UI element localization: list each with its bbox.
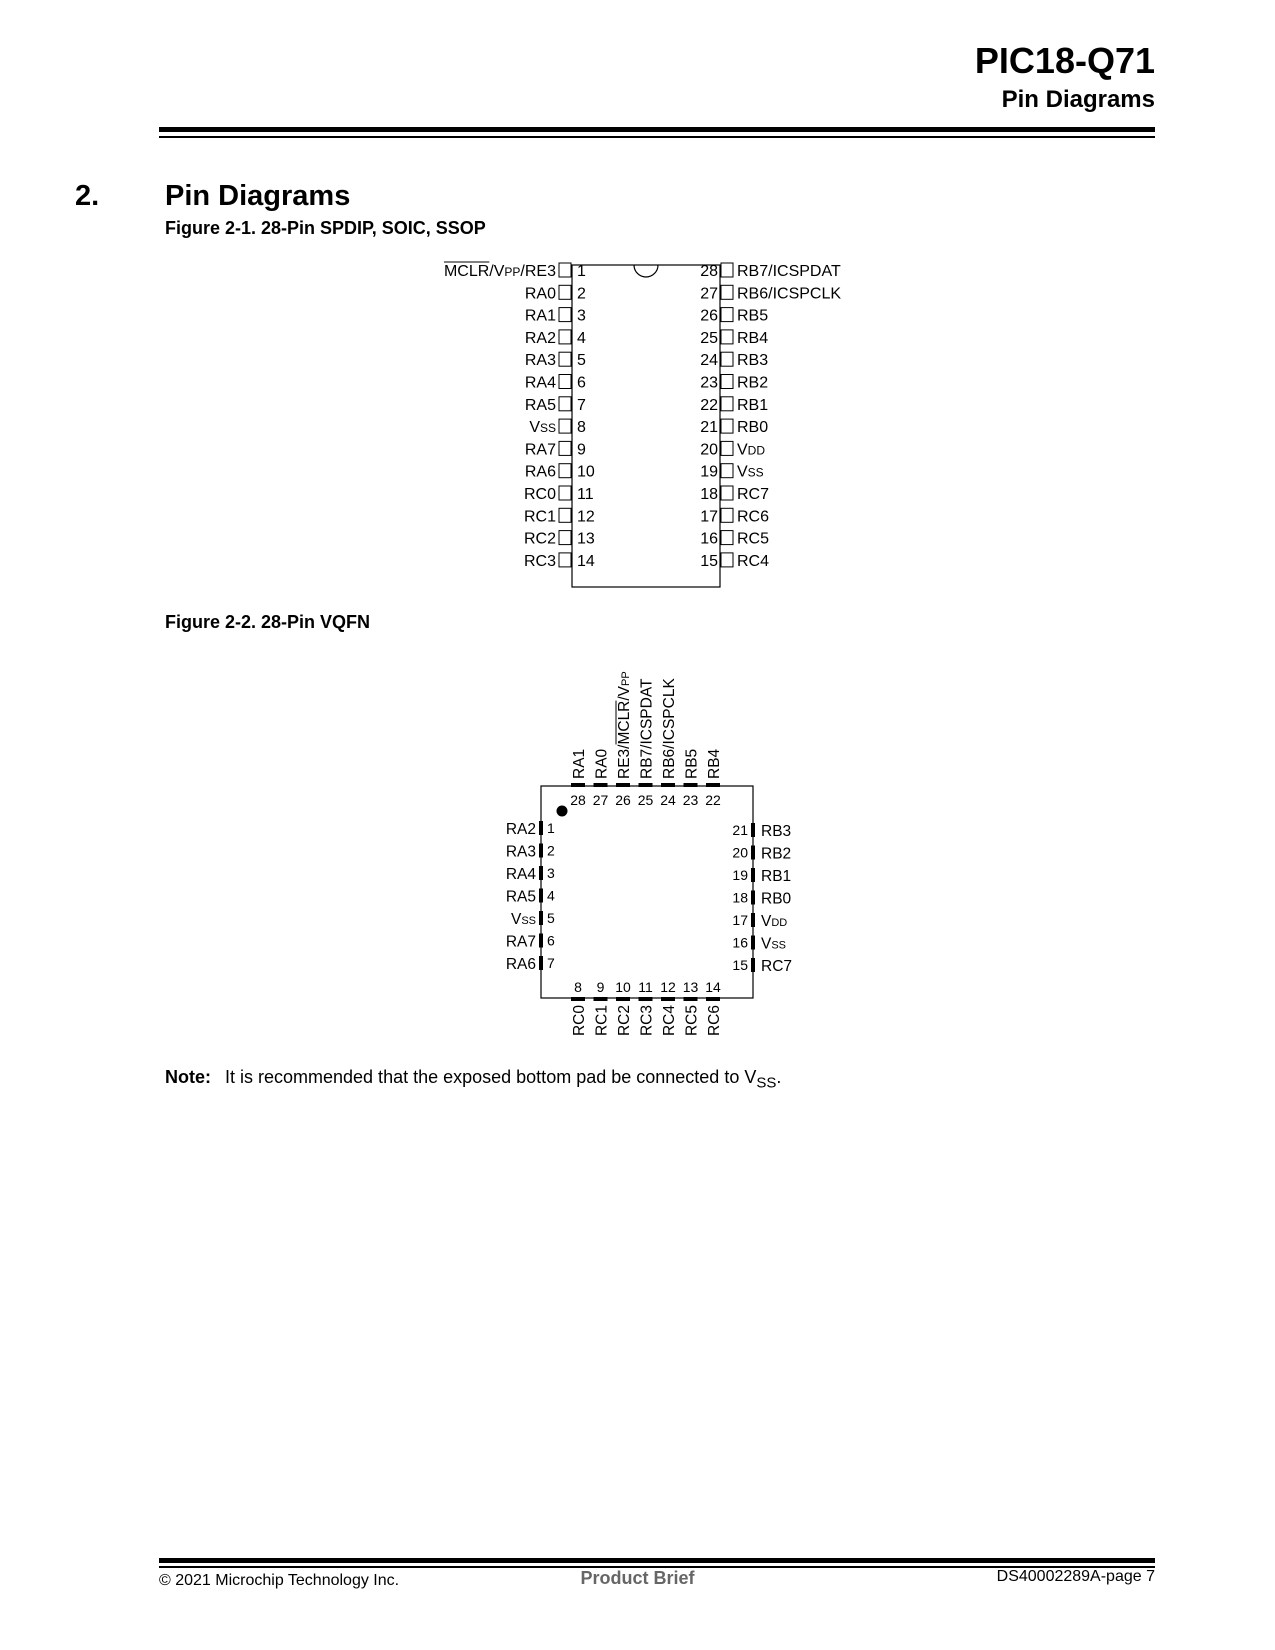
pin-number-11: 11 — [577, 486, 594, 503]
pin-label-mclr-vpp-re3: MCLR/VPP/RE3 — [443, 263, 556, 280]
pin-pad-28 — [721, 263, 733, 277]
pin-number-18: 18 — [700, 486, 718, 503]
pin-pad-24 — [661, 783, 675, 787]
footer-copyright: © 2021 Microchip Technology Inc. — [159, 1572, 400, 1589]
pin-number-9: 9 — [577, 441, 586, 459]
figure-1-caption: Figure 2-1. 28-Pin SPDIP, SOIC, SSOP — [165, 218, 486, 238]
pin-pad-16 — [751, 936, 755, 950]
pin-label-rc0: RC0 — [571, 1005, 588, 1037]
pin-number-22: 22 — [705, 792, 721, 808]
note — [165, 1067, 781, 1092]
pin-label-rb2: RB2 — [761, 845, 792, 863]
pin-pad-19 — [751, 868, 755, 882]
pin-number-14: 14 — [577, 552, 595, 570]
pin-label-rc0: RC0 — [523, 486, 556, 503]
pin-pad-11 — [559, 486, 571, 500]
pin-label-rb0: RB0 — [737, 419, 769, 437]
pin-pad-18 — [721, 486, 733, 500]
pin-pad-28 — [571, 783, 585, 787]
pin-pad-14 — [706, 997, 720, 1001]
pin-label-vdd: VDD — [737, 441, 766, 459]
pin-pad-4 — [559, 330, 571, 344]
pin-pad-9 — [559, 441, 571, 455]
pin-pad-5 — [539, 911, 543, 925]
pin-number-28: 28 — [570, 792, 586, 808]
pin-label-rc2: RC2 — [523, 530, 556, 548]
pin-label-ra0: RA0 — [524, 285, 556, 303]
pin-pad-3 — [559, 308, 571, 322]
pin-pad-24 — [721, 352, 733, 366]
pin-number-12: 12 — [660, 979, 676, 995]
pin-label-rb1: RB1 — [737, 396, 769, 414]
pin-pad-18 — [751, 891, 755, 905]
pin-number-16: 16 — [732, 934, 748, 951]
pin-label-rb4: RB4 — [706, 748, 723, 779]
pin-pad-23 — [684, 783, 698, 787]
pin-label-rc6: RC6 — [706, 1005, 723, 1037]
pin-label-rb4: RB4 — [737, 329, 769, 347]
pin-pad-11 — [639, 997, 653, 1001]
dip-package-diagram — [0, 250, 1275, 590]
pin-label-rb3: RB3 — [761, 823, 792, 840]
pin-pad-10 — [559, 464, 571, 478]
pin-number-28: 28 — [700, 263, 718, 280]
pin-label-vss: VSS — [529, 419, 556, 437]
pin-pad-25 — [639, 783, 653, 787]
pin-label-ra5: RA5 — [524, 396, 556, 414]
pin-label-vss: VSS — [737, 463, 764, 481]
pin-number-27: 27 — [592, 792, 609, 808]
footer-page-number: DS40002289A-page 7 — [996, 1568, 1155, 1585]
pin-pad-27 — [594, 783, 608, 787]
pin-number-1: 1 — [577, 263, 586, 280]
pin-label-ra2: RA2 — [524, 329, 556, 347]
pin-number-25: 25 — [637, 792, 654, 808]
pin-number-15: 15 — [732, 957, 748, 973]
note-text: It is recommended that the exposed bottom pad be connected to V — [225, 1067, 757, 1087]
pin-pad-6 — [539, 934, 543, 948]
pin-label-rc4: RC4 — [737, 552, 770, 570]
pin-label-rc7: RC7 — [761, 958, 793, 975]
pin-number-14: 14 — [705, 979, 721, 995]
pin-pad-7 — [559, 397, 571, 411]
pin-label-ra6: RA6 — [524, 463, 556, 481]
pin-number-17: 17 — [700, 508, 718, 526]
pin-label-ra7: RA7 — [505, 933, 536, 951]
pin-number-22: 22 — [700, 396, 718, 414]
pin-pad-1 — [539, 821, 543, 835]
pin-pad-19 — [721, 464, 733, 478]
footer-product-brief: Product Brief — [580, 1568, 695, 1588]
pin-label-rc1: RC1 — [593, 1005, 611, 1037]
pin-number-1: 1 — [547, 820, 555, 836]
pin-label-vss: VSS — [761, 935, 787, 953]
pin-number-11: 11 — [638, 979, 653, 995]
pin-label-ra4: RA4 — [524, 374, 556, 392]
pin-number-24: 24 — [660, 792, 676, 808]
pin-number-20: 20 — [732, 844, 748, 861]
pin-pad-27 — [721, 285, 733, 299]
footer-rule-thick — [159, 1558, 1155, 1563]
pin-label-rb3: RB3 — [737, 352, 769, 370]
pin-number-20: 20 — [700, 441, 718, 459]
pin-pad-5 — [559, 352, 571, 366]
pin-label-rc3: RC3 — [523, 552, 556, 570]
pin-pad-16 — [721, 531, 733, 545]
pin-label-rc7: RC7 — [737, 486, 770, 503]
header-subtitle: Pin Diagrams — [1001, 86, 1155, 113]
pin-number-13: 13 — [577, 530, 595, 548]
note-label: Note: — [165, 1067, 211, 1087]
pin-label-ra4: RA4 — [505, 866, 536, 883]
pin-pad-1 — [559, 263, 571, 277]
pin-number-16: 16 — [700, 530, 718, 548]
pin-pad-22 — [706, 783, 720, 787]
pin-pad-2 — [559, 285, 571, 299]
pin-label-ra6: RA6 — [505, 956, 536, 973]
pin-pad-12 — [661, 997, 675, 1001]
pin-pad-20 — [721, 441, 733, 455]
pin-number-9: 9 — [596, 979, 605, 995]
pin-label-vdd: VDD — [761, 913, 788, 930]
pin-pad-14 — [559, 553, 571, 567]
pin-label-rb5: RB5 — [737, 307, 769, 325]
pin-1-indicator — [557, 806, 568, 817]
pin-number-24: 24 — [700, 352, 718, 370]
pin-label-rb5: RB5 — [683, 748, 701, 779]
pin-pad-20 — [751, 846, 755, 860]
pin-pad-6 — [559, 375, 571, 389]
pin-label-ra5: RA5 — [505, 888, 536, 906]
pin-number-17: 17 — [732, 912, 748, 928]
pin-label-ra1: RA1 — [571, 748, 588, 779]
pin-pad-25 — [721, 330, 733, 344]
pin-pad-9 — [594, 997, 608, 1001]
pin-pad-13 — [559, 531, 571, 545]
pin-number-15: 15 — [700, 552, 718, 570]
pin-number-6: 6 — [547, 932, 555, 949]
pin-number-5: 5 — [547, 910, 555, 926]
pin-pad-22 — [721, 397, 733, 411]
pin-number-18: 18 — [732, 889, 748, 906]
header-rule-thick — [159, 127, 1155, 132]
pin-pad-21 — [751, 823, 755, 837]
pin-label-rc5: RC5 — [683, 1005, 701, 1037]
pin-number-4: 4 — [577, 329, 586, 347]
pin-number-6: 6 — [577, 374, 586, 392]
pin-pad-10 — [616, 997, 630, 1001]
pin-label-rb7-icspdat: RB7/ICSPDAT — [638, 678, 656, 779]
vqfn-package-diagram — [0, 650, 1275, 1050]
pin-number-21: 21 — [732, 822, 748, 838]
pin-label-rc6: RC6 — [737, 508, 770, 526]
pin-pad-23 — [721, 375, 733, 389]
pin-pad-7 — [539, 956, 543, 970]
note-subscript: SS — [756, 1074, 777, 1092]
pin-number-10: 10 — [615, 979, 631, 995]
pin-number-8: 8 — [574, 979, 582, 995]
pin-number-2: 2 — [547, 842, 555, 859]
section-title: Pin Diagrams — [165, 180, 351, 212]
pin-pad-26 — [721, 308, 733, 322]
pin-pad-21 — [721, 419, 733, 433]
pin-label-ra3: RA3 — [524, 352, 556, 370]
pin-pad-8 — [559, 419, 571, 433]
pin-number-26: 26 — [700, 307, 718, 325]
pin-label-ra3: RA3 — [505, 843, 536, 861]
pin-number-21: 21 — [700, 419, 718, 437]
pin-number-8: 8 — [577, 419, 586, 437]
document-title: PIC18-Q71 — [974, 40, 1155, 81]
pin-number-26: 26 — [615, 792, 631, 808]
pin-number-12: 12 — [577, 508, 595, 526]
pin-label-ra0: RA0 — [593, 748, 611, 779]
vqfn-package-body — [541, 786, 753, 998]
pin-pad-3 — [539, 866, 543, 880]
pin-pad-4 — [539, 889, 543, 903]
pin-number-23: 23 — [682, 792, 699, 808]
pin-label-rc1: RC1 — [523, 508, 556, 526]
header-rule-thin — [159, 136, 1155, 138]
pin-label-rb6-icspclk: RB6/ICSPCLK — [737, 285, 842, 303]
pin-number-3: 3 — [547, 865, 555, 881]
pin-number-7: 7 — [547, 955, 555, 971]
pin-label-rb2: RB2 — [737, 374, 769, 392]
pin-label-rc5: RC5 — [737, 530, 770, 548]
pin-number-19: 19 — [732, 867, 748, 883]
pin-number-5: 5 — [577, 352, 586, 370]
pin-pad-8 — [571, 997, 585, 1001]
pin-pad-2 — [539, 844, 543, 858]
pin-pad-17 — [751, 913, 755, 927]
pin-label-rb1: RB1 — [761, 868, 792, 885]
pin-number-7: 7 — [577, 396, 586, 414]
pin-label-ra1: RA1 — [524, 307, 556, 325]
pin-pad-26 — [616, 783, 630, 787]
pin-number-23: 23 — [700, 374, 718, 392]
section-number: 2. — [75, 180, 100, 212]
pin-label-rb7-icspdat: RB7/ICSPDAT — [737, 263, 841, 280]
pin-pad-17 — [721, 508, 733, 522]
pin-number-27: 27 — [700, 285, 718, 303]
pin-pad-15 — [751, 958, 755, 972]
pin-label-rb6-icspclk: RB6/ICSPCLK — [661, 678, 678, 779]
pin-label-rc3: RC3 — [638, 1005, 656, 1037]
pin-pad-15 — [721, 553, 733, 567]
pin-pad-13 — [684, 997, 698, 1001]
pin-label-rc2: RC2 — [616, 1005, 633, 1037]
pin-number-4: 4 — [547, 887, 555, 904]
figure-2-caption: Figure 2-2. 28-Pin VQFN — [165, 612, 371, 632]
pin-label-ra7: RA7 — [524, 441, 556, 459]
pin-label-ra2: RA2 — [505, 821, 536, 838]
pin-number-3: 3 — [577, 307, 586, 325]
pin-number-13: 13 — [682, 979, 699, 995]
note-end: . — [776, 1067, 782, 1087]
pin-pad-12 — [559, 508, 571, 522]
pin-label-re3-mclr-vpp: RE3/MCLR/VPP — [616, 671, 633, 779]
dip-notch — [634, 265, 658, 277]
pin-number-19: 19 — [700, 463, 718, 481]
pin-number-25: 25 — [700, 329, 718, 347]
pin-label-rb0: RB0 — [761, 890, 792, 908]
pin-label-rc4: RC4 — [661, 1005, 678, 1037]
pin-number-2: 2 — [577, 285, 586, 303]
pin-label-vss: VSS — [510, 911, 536, 928]
pin-number-10: 10 — [577, 463, 595, 481]
